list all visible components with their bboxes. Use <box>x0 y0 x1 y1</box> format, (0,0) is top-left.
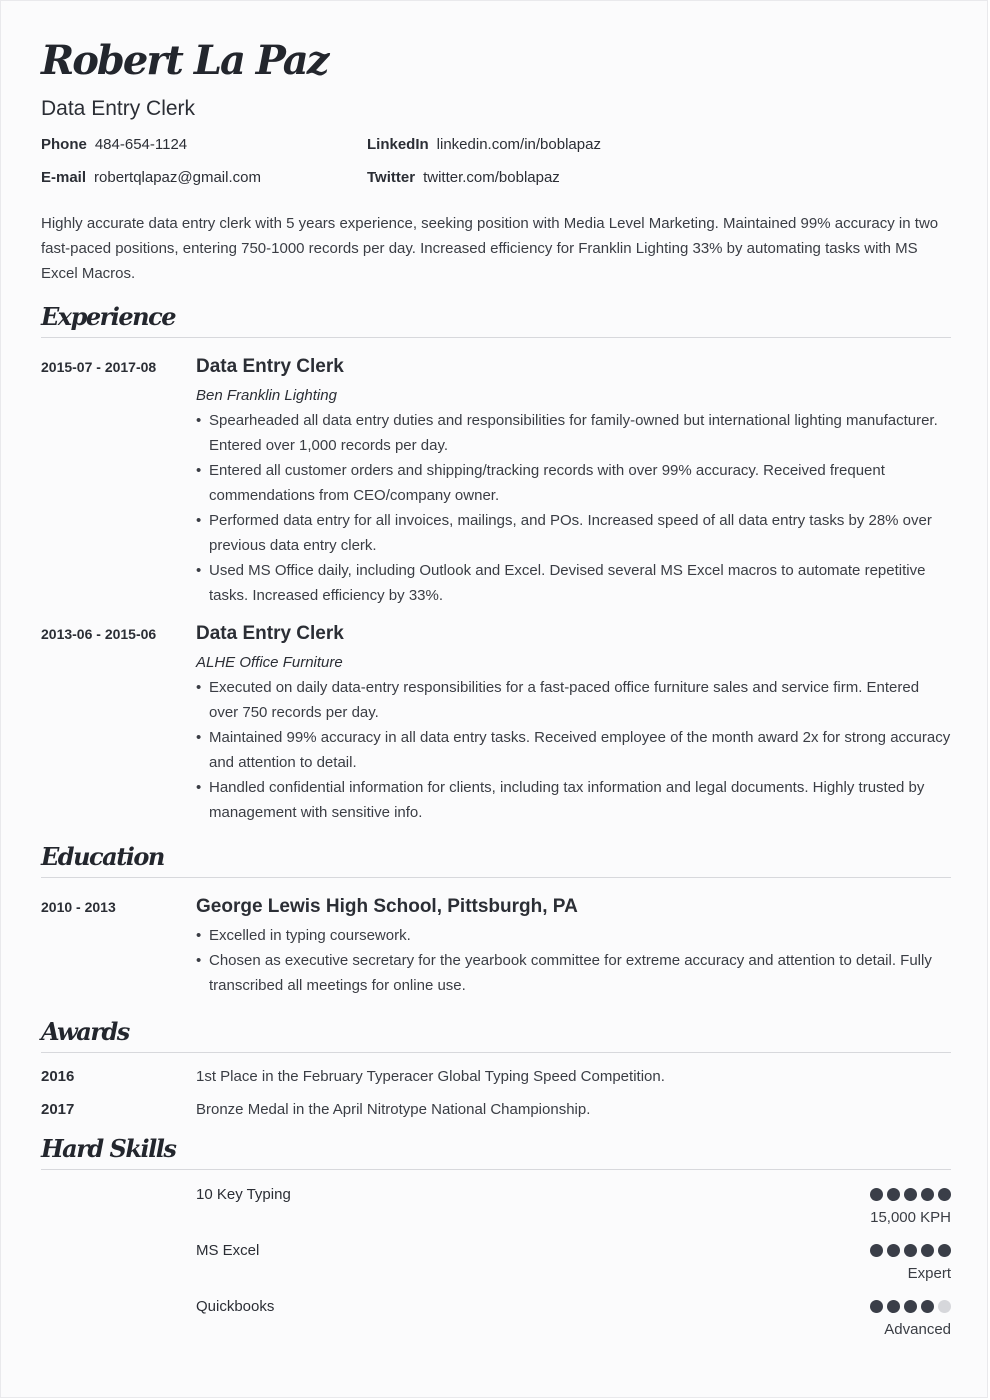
contact-phone <box>41 135 187 155</box>
contact-label: LinkedIn <box>367 136 429 153</box>
entry-bullets <box>196 923 951 998</box>
rating-dot-filled <box>921 1188 934 1201</box>
job-title: Data Entry Clerk <box>41 97 196 120</box>
entry-company: Ben Franklin Lighting <box>196 387 337 404</box>
bullet-item: • Spearheaded all data entry duties and responsibilities for family-owned but international lighting manufacturer. Entered over 1,000 records per day. <box>196 408 951 458</box>
rating-dot-filled <box>938 1244 951 1257</box>
rating-dot-filled <box>938 1188 951 1201</box>
award-year: 2016 <box>41 1068 75 1085</box>
entry-company: ALHE Office Furniture <box>196 654 343 671</box>
skill-level: Expert <box>907 1265 951 1282</box>
experience-entry <box>41 620 951 825</box>
award-year: 2017 <box>41 1101 75 1118</box>
entry-dates: 2013-06 - 2015-06 <box>41 626 157 642</box>
education-entry <box>41 893 951 998</box>
resume-content <box>41 33 951 1352</box>
entry-school: George Lewis High School, Pittsburgh, PA <box>196 896 578 917</box>
skill-level: 15,000 KPH <box>870 1209 951 1226</box>
contact-linkedin[interactable] <box>367 135 601 155</box>
skill-name: Quickbooks <box>196 1298 275 1315</box>
entry-role: Data Entry Clerk <box>196 356 344 377</box>
contact-value[interactable]: twitter.com/boblapaz <box>423 169 560 186</box>
entry-bullets <box>196 408 951 608</box>
rating-dot-filled <box>904 1244 917 1257</box>
contact-block <box>41 135 951 201</box>
entry-role: Data Entry Clerk <box>196 623 344 644</box>
skill-item <box>41 1184 951 1240</box>
awards-list <box>41 1067 951 1133</box>
rating-dot-filled <box>921 1300 934 1313</box>
rating-dot-filled <box>887 1188 900 1201</box>
skill-rating <box>866 1300 951 1314</box>
entry-dates: 2010 - 2013 <box>41 899 116 915</box>
skill-level: Advanced <box>884 1321 951 1338</box>
skills-list <box>41 1184 951 1352</box>
bullet-item: • Maintained 99% accuracy in all data entry tasks. Received employee of the month award 2x for strong accuracy and attention to detail. <box>196 725 951 775</box>
contact-value: 484-654-1124 <box>94 136 188 153</box>
rating-dot-filled <box>870 1244 883 1257</box>
rating-dot-filled <box>887 1244 900 1257</box>
award-text: 1st Place in the February Typeracer Global Typing Speed Competition. <box>196 1068 665 1085</box>
bullet-item: • Executed on daily data-entry responsibilities for a fast-paced office furniture sales and service firm. Entered over 750 records per day. <box>196 675 951 725</box>
contact-twitter[interactable] <box>367 168 560 188</box>
rating-dot-filled <box>904 1188 917 1201</box>
rating-dot-filled <box>887 1300 900 1313</box>
entry-dates: 2015-07 - 2017-08 <box>41 359 157 375</box>
skill-rating <box>866 1188 951 1202</box>
bullet-item: • Chosen as executive secretary for the yearbook committee for extreme accuracy and attention to detail. Fully transcribed all meetings for online use. <box>196 948 951 998</box>
skill-rating <box>866 1244 951 1258</box>
contact-value[interactable]: linkedin.com/in/boblapaz <box>436 136 601 153</box>
candidate-name: Robert La Paz <box>41 37 328 84</box>
bullet-item: • Entered all customer orders and shipping/tracking records with over 99% accuracy. Received frequent commendations from CEO/company owner. <box>196 458 951 508</box>
section-heading-experience: Experience <box>41 301 951 338</box>
rating-dot-filled <box>870 1300 883 1313</box>
contact-value[interactable]: robertqlapaz@gmail.com <box>94 169 261 186</box>
section-heading-education: Education <box>41 841 951 878</box>
rating-dot-filled <box>921 1244 934 1257</box>
section-heading-hard-skills: Hard Skills <box>41 1133 951 1170</box>
experience-entry <box>41 353 951 608</box>
skill-item <box>41 1240 951 1296</box>
contact-label: Phone <box>41 136 87 153</box>
award-item <box>41 1100 951 1133</box>
contact-label: Twitter <box>367 169 416 186</box>
bullet-item: • Performed data entry for all invoices, mailings, and POs. Increased speed of all data entry tasks by 28% over previous data entry clerk. <box>196 508 951 558</box>
bullet-item: • Handled confidential information for clients, including tax information and legal documents. Highly trusted by management with sensitive info. <box>196 775 951 825</box>
summary-paragraph: Highly accurate data entry clerk with 5 years experience, seeking position with Media Level Marketing. Maintained 99% accuracy in two fast-paced positions, entering 750-1000 records per day. Increased efficiency for Franklin Lighting 33% by automating tasks with MS Excel Macros. <box>41 215 939 282</box>
section-heading-awards: Awards <box>41 1016 951 1053</box>
skill-item <box>41 1296 951 1352</box>
bullet-item: • Used MS Office daily, including Outlook and Excel. Devised several MS Excel macros to automate repetitive tasks. Increased efficiency by 33%. <box>196 558 951 608</box>
rating-dot-filled <box>904 1300 917 1313</box>
award-item <box>41 1067 951 1100</box>
rating-dot-filled <box>870 1188 883 1201</box>
award-text: Bronze Medal in the April Nitrotype National Championship. <box>196 1101 591 1118</box>
bullet-item: • Excelled in typing coursework. <box>196 923 951 948</box>
rating-dot-empty <box>938 1300 951 1313</box>
skill-name: 10 Key Typing <box>196 1186 291 1203</box>
entry-bullets <box>196 675 951 825</box>
skill-name: MS Excel <box>196 1242 260 1259</box>
contact-email[interactable] <box>41 168 261 188</box>
contact-label: E-mail <box>41 169 87 186</box>
